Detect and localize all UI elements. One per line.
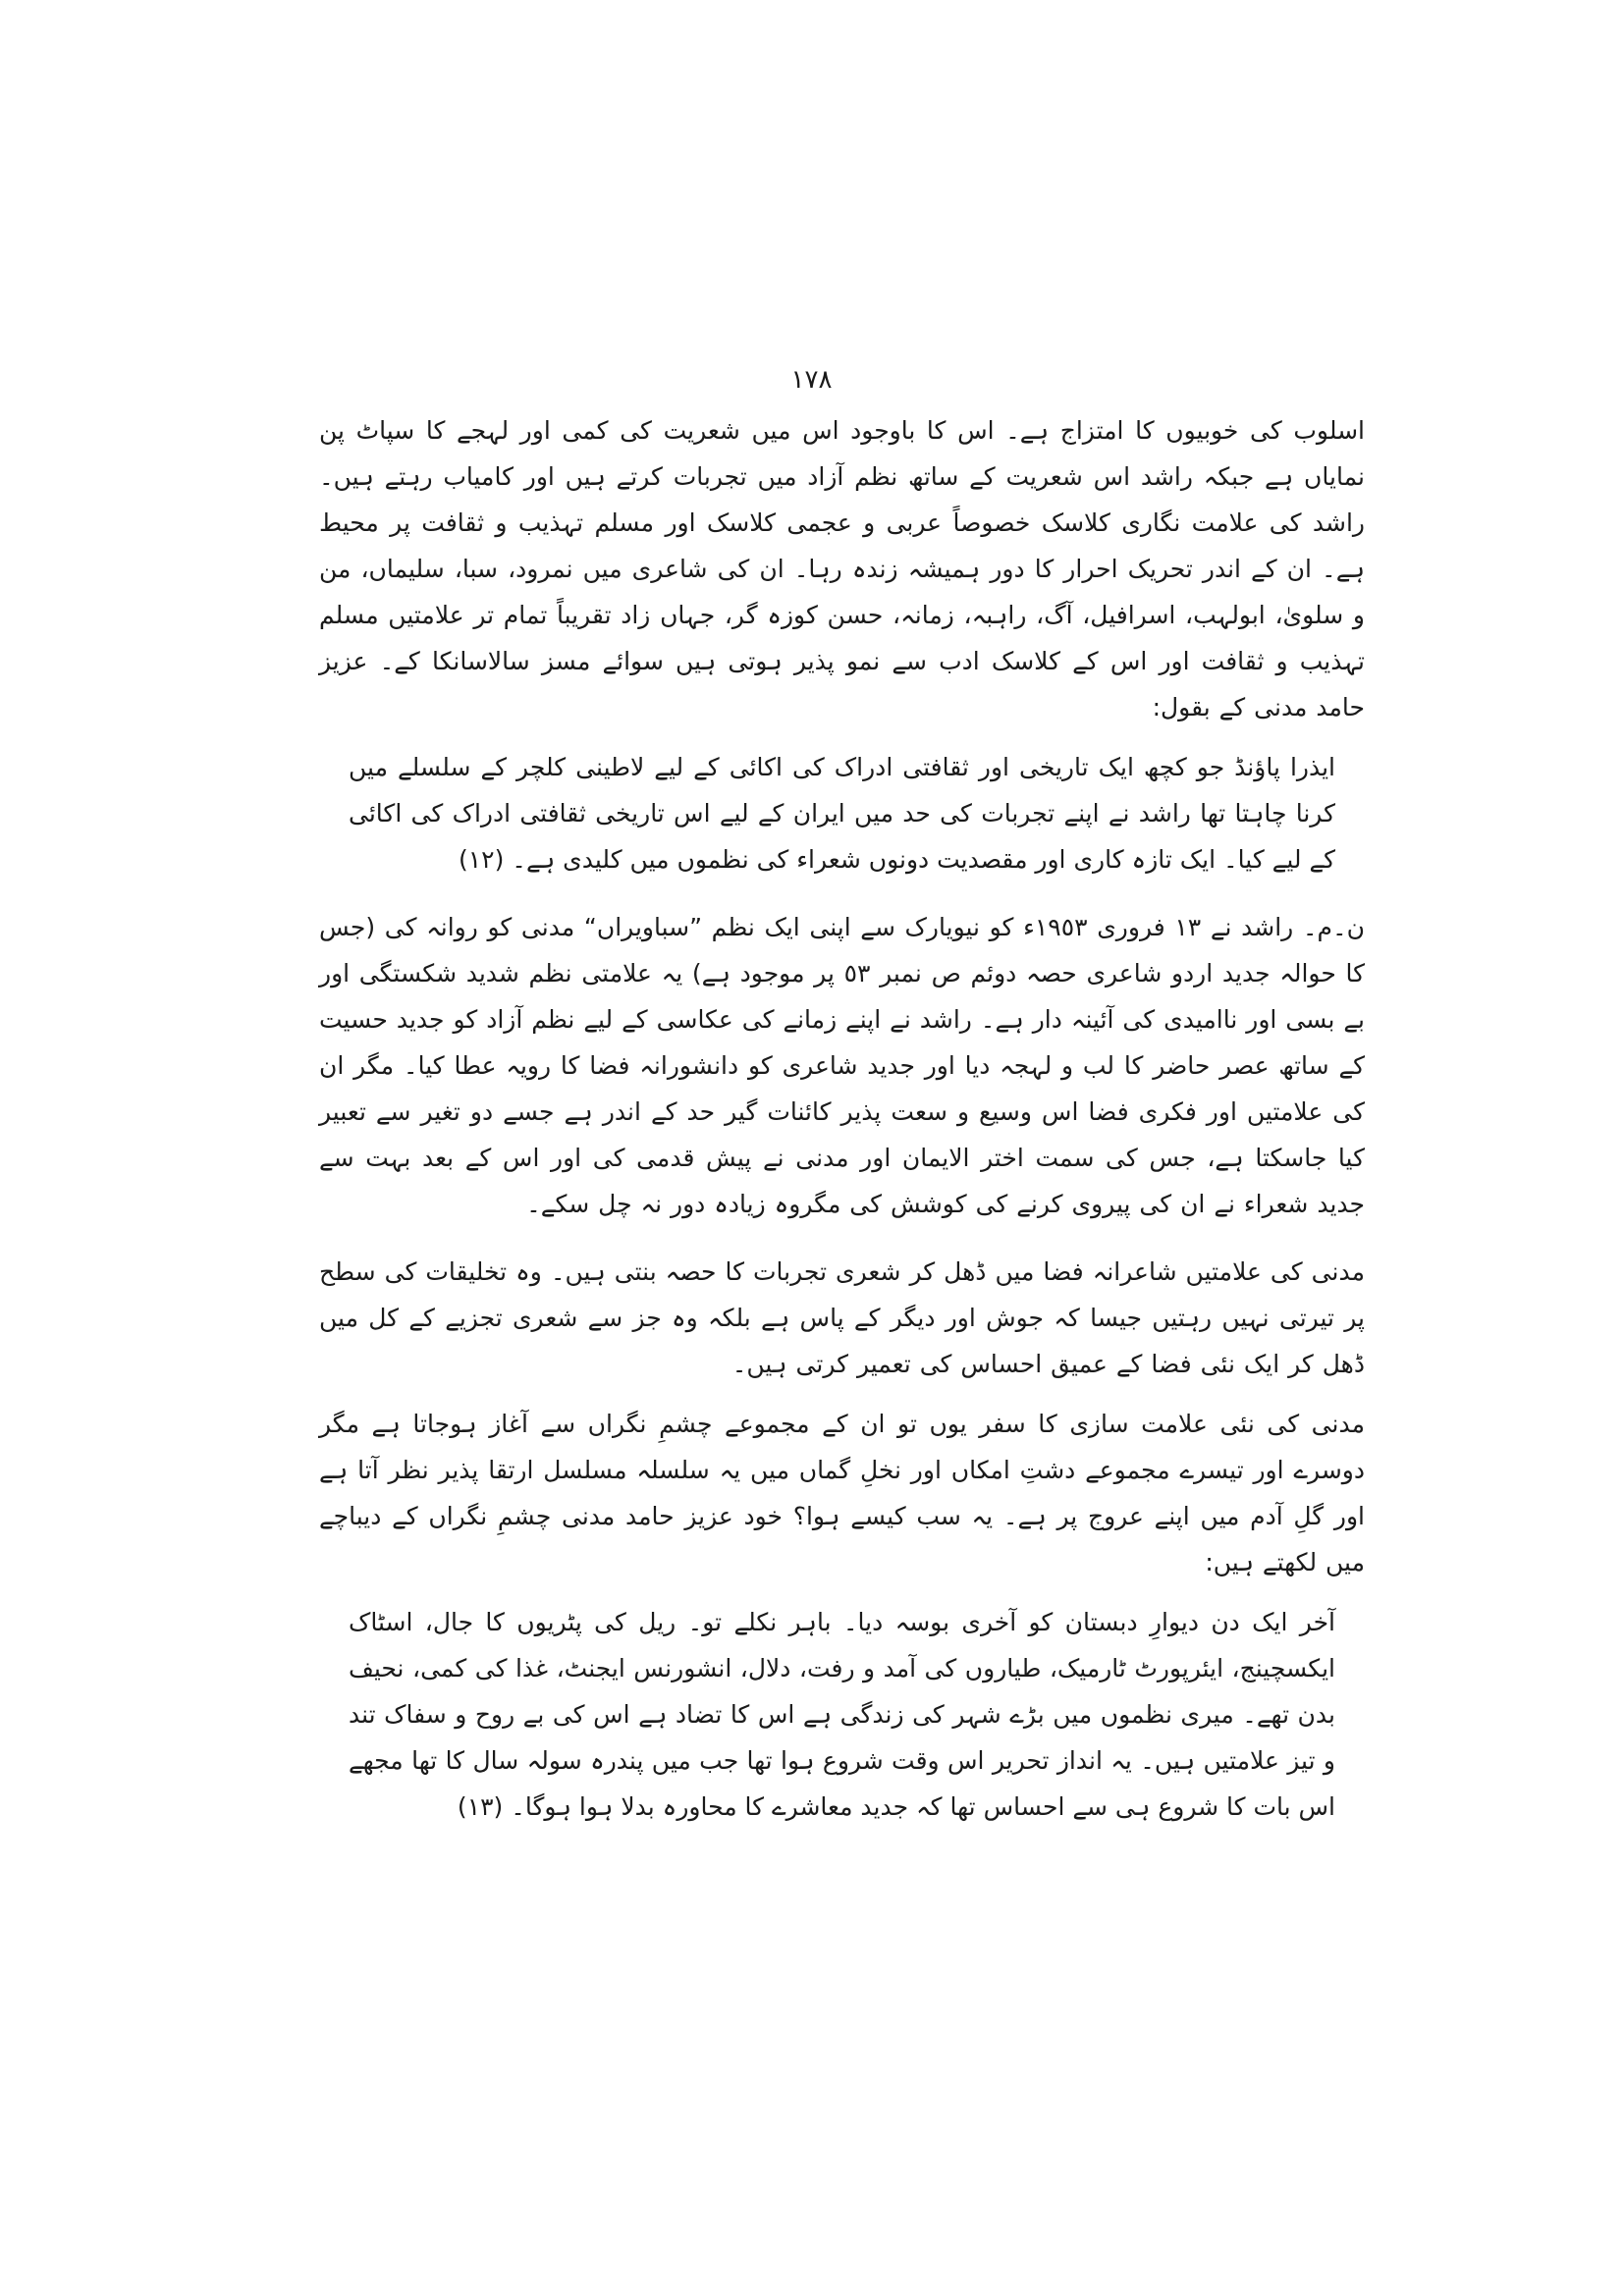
page-body xyxy=(319,407,1365,1830)
paragraph-saba-viran: ن۔م۔ راشد نے ١٣ فروری ١٩٥٣ء کو نیویارک سے اپنی ایک نظم ”سباویراں“ مدنی کو روانہ کی (جس کا حوالہ جدید اردو شاعری حصہ دوئم ص نمبر ٥٣ پر موجود ہے) یہ علامتی نظم شدید شکستگی اور بے بسی اور ناامیدی کی آئینہ دار ہے۔ راشد نے اپنے زمانے کی عکاسی کے لیے نظم آزاد کو جدید حسیت کے ساتھ عصر حاضر کا لب و لہجہ دیا اور جدید شاعری کو دانشورانہ فضا کا رویہ عطا کیا۔ مگر ان کی علامتیں اور فکری فضا اس وسیع و سعت پذیر کائنات گیر حد کے اندر ہے جسے دو تغیر سے تعبیر کیا جاسکتا ہے، جس کی سمت اختر الایمان اور مدنی نے پیش قدمی کی اور اس کے بعد بہت سے جدید شعراء نے ان کی پیروی کرنے کی کوشش کی مگروہ زیادہ دور نہ چل سکے۔ xyxy=(319,913,1366,1218)
block-quote-preface: آخر ایک دن دیوارِ دبستان کو آخری بوسہ دیا۔ باہر نکلے تو۔ ریل کی پٹریوں کا جال، اسٹاک ایکسچینج، ایئرپورٹ ٹارمیک، طیاروں کی آمد و رفت، دلال، انشورنس ایجنٹ، غذا کی کمی، نحیف بدن تھے۔ میری نظموں میں بڑے شہر کی زندگی ہے اس کا تضاد ہے اس کی بے روح و سفاک تند و تیز علامتیں ہیں۔ یہ انداز تحریر اس وقت شروع ہوا تھا جب میں پندرہ سولہ سال کا تھا مجھے اس بات کا شروع ہی سے احساس تھا کہ جدید معاشرے کا محاورہ بدلا ہوا ہوگا۔ (١٣) xyxy=(349,1608,1335,1821)
block-quote-pound: ایذرا پاؤنڈ جو کچھ ایک تاریخی اور ثقافتی ادراک کی اکائی کے لیے لاطینی کلچر کے سلسلے میں کرنا چاہتا تھا راشد نے اپنے تجربات کی حد میں ایران کے لیے اس تاریخی ثقافتی ادراک کی اکائی کے لیے کیا۔ ایک تازہ کاری اور مقصدیت دونوں شعراء کی نظموں میں کلیدی ہے۔ (١٢) xyxy=(349,753,1335,874)
paragraph-madani-symbols: مدنی کی علامتیں شاعرانہ فضا میں ڈھل کر شعری تجربات کا حصہ بنتی ہیں۔ وہ تخلیقات کی سطح پر تیرتی نہیں رہتیں جیسا کہ جوش اور دیگر کے پاس ہے بلکہ وہ جز سے شعری تجزیے کے کل میں ڈھل کر ایک نئی فضا کے عمیق احساس کی تعمیر کرتی ہیں۔ xyxy=(319,1257,1365,1378)
page-number: ١٧٨ xyxy=(790,365,833,395)
paragraph-rashid-style: اسلوب کی خوبیوں کا امتزاج ہے۔ اس کا باوجود اس میں شعریت کی کمی اور لہجے کا سپاٹ پن نمایاں ہے جبکہ راشد اس شعریت کے ساتھ نظم آزاد میں تجربات کرتے ہیں اور کامیاب رہتے ہیں۔ راشد کی علامت نگاری کلاسک خصوصاً عربی و عجمی کلاسک اور مسلم تہذیب و ثقافت پر محیط ہے۔ ان کے اندر تحریک احرار کا دور ہمیشہ زندہ رہا۔ ان کی شاعری میں نمرود، سبا، سلیماں، من و سلویٰ، ابولہب، اسرافیل، آگ، راہبہ، زمانہ، حسن کوزہ گر، جہاں زاد تقریباً تمام تر علامتیں مسلم تہذیب و ثقافت اور اس کے کلاسک ادب سے نمو پذیر ہوتی ہیں سوائے مسز سالاسانکا کے۔ عزیز حامد مدنی کے بقول: xyxy=(319,416,1365,721)
paragraph-madani-journey: مدنی کی نئی علامت سازی کا سفر یوں تو ان کے مجموعے چشمِ نگراں سے آغاز ہوجاتا ہے مگر دوسرے اور تیسرے مجموعے دشتِ امکاں اور نخلِ گماں میں یہ سلسلہ مسلسل ارتقا پذیر نظر آتا ہے اور گلِ آدم میں اپنے عروج پر ہے۔ یہ سب کیسے ہوا؟ خود عزیز حامد مدنی چشمِ نگراں کے دیباچے میں لکھتے ہیں: xyxy=(319,1410,1365,1576)
